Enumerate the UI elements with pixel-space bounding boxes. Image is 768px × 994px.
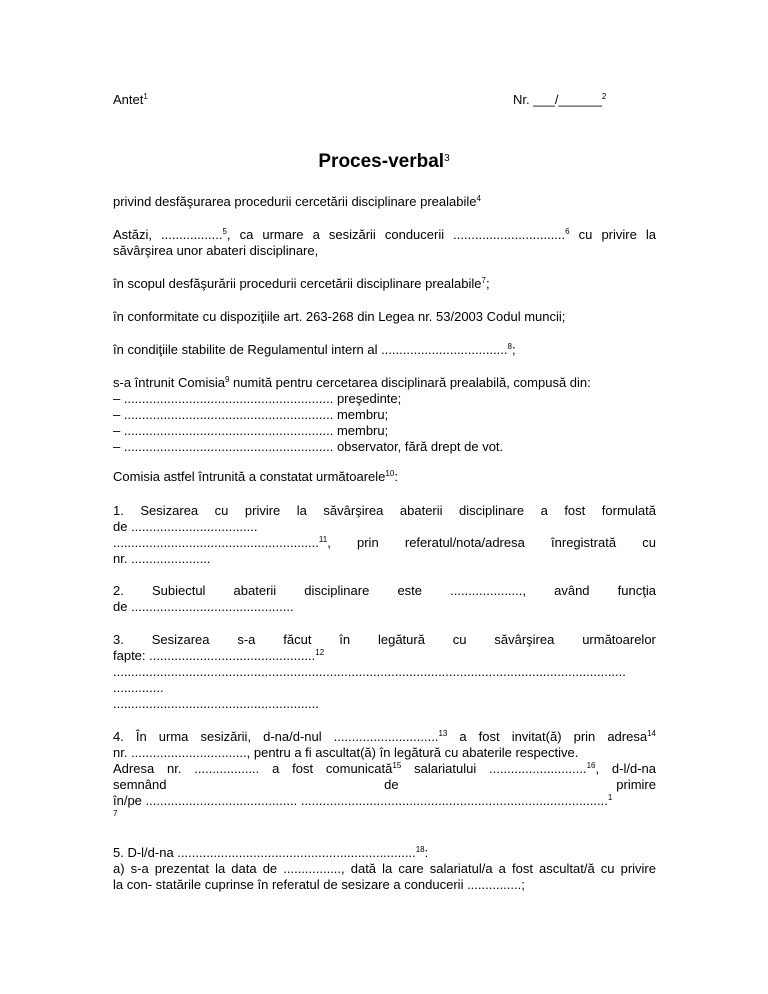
footnote-continuation: 7 [113, 809, 118, 818]
paragraph-conditii: în condiţiile stabilite de Regulamentul intern al ...................................$^8$; [113, 342, 516, 357]
text-line: de ................................... [113, 519, 258, 534]
paragraph-astazi [113, 227, 656, 259]
point-2 [113, 583, 656, 615]
text-line: săvârşirea unor abateri disciplinare, [113, 243, 319, 258]
paragraph-scopul: în scopul desfăşurării procedurii cercetării disciplinare prealabile$^7$; [113, 276, 490, 291]
point-3 [113, 632, 656, 712]
text-line: semnând de primire [113, 777, 656, 792]
subtitle: privind desfăşurarea procedurii cercetării disciplinare prealabile$^4$ [113, 194, 481, 209]
antet-label: Antet$^1$ [113, 92, 148, 107]
text-line: 4. În urma sesizării, d-na/d-nul .............................$^{13}$ a fost invitat(ă) prin adresa$^{14}$ [113, 729, 656, 744]
page-title: Proces-verbal$^3$ [318, 151, 450, 172]
point-4 [113, 729, 656, 819]
text-line: fapte: ..............................................$^{12}$ [113, 648, 325, 663]
member-line: – .......................................................... membru; [113, 423, 389, 438]
member-line: – .......................................................... membru; [113, 407, 389, 422]
paragraph-comisia [113, 375, 656, 455]
registration-number: Nr. ___/______$^2$ [513, 92, 607, 107]
text-line: s-a întrunit Comisia$^9$ numită pentru cercetarea disciplinară prealabilă, compusă din: [113, 375, 591, 390]
text-line: Adresa nr. .................. a fost comunicată$^{15}$ salariatului ...........................$^{16}$, d-l/d-na [113, 761, 656, 776]
point-5 [113, 845, 656, 893]
footnote-ref: 1 [143, 92, 148, 101]
text-line: 2. Subiectul abaterii disciplinare este ...................., având funcţia [113, 583, 656, 598]
paragraph-constatat: Comisia astfel întrunită a constatat următoarele$^{10}$: [113, 469, 398, 484]
member-line: – .......................................................... observator, fără drept de vot. [113, 439, 504, 454]
paragraph-conformitate: în conformitate cu dispoziţiile art. 263-268 din Legea nr. 53/2003 Codul muncii; [113, 309, 566, 324]
text-line: de ............................................. [113, 599, 294, 614]
text-line: .........................................................$^{11}$, prin referatul/nota/adresa înregistrată cu [113, 535, 656, 550]
point-1 [113, 503, 656, 567]
text-line: 5. D-l/d-na ..................................................................$^{18}$: [113, 845, 429, 860]
footnote-ref: 2 [601, 92, 607, 101]
text-line: a) s-a prezentat la data de ................, dată la care salariatul/a a fost ascultat/ă cu privire [113, 861, 656, 876]
text-line: nr. ...................... [113, 551, 211, 566]
dotted-line: .............. [113, 680, 164, 695]
text-line: la con- statările cuprinse în referatul de sesizare a conducerii ...............; [113, 877, 525, 892]
dotted-line: ......................................................... [113, 696, 319, 711]
footnote-ref: 3 [444, 153, 450, 164]
text-line: Astăzi, .................$^5$, ca urmare a sesizării conducerii ...............................$^6$ cu privire la [113, 227, 656, 242]
text-line: nr. ................................, pentru a fi ascultat(ă) în legătură cu abaterile respective. [113, 745, 579, 760]
dotted-line: .............................................................................................................................................. [113, 664, 626, 679]
member-line: – .......................................................... preşedinte; [113, 391, 402, 406]
text-line: 3. Sesizarea s-a făcut în legătură cu săvârşirea următoarelor [113, 632, 656, 647]
text-line: 1. Sesizarea cu privire la săvârşirea abaterii disciplinare a fost formulată [113, 503, 656, 518]
text-line: în/pe .......................................... .....................................................................................$^1$ [113, 793, 613, 808]
